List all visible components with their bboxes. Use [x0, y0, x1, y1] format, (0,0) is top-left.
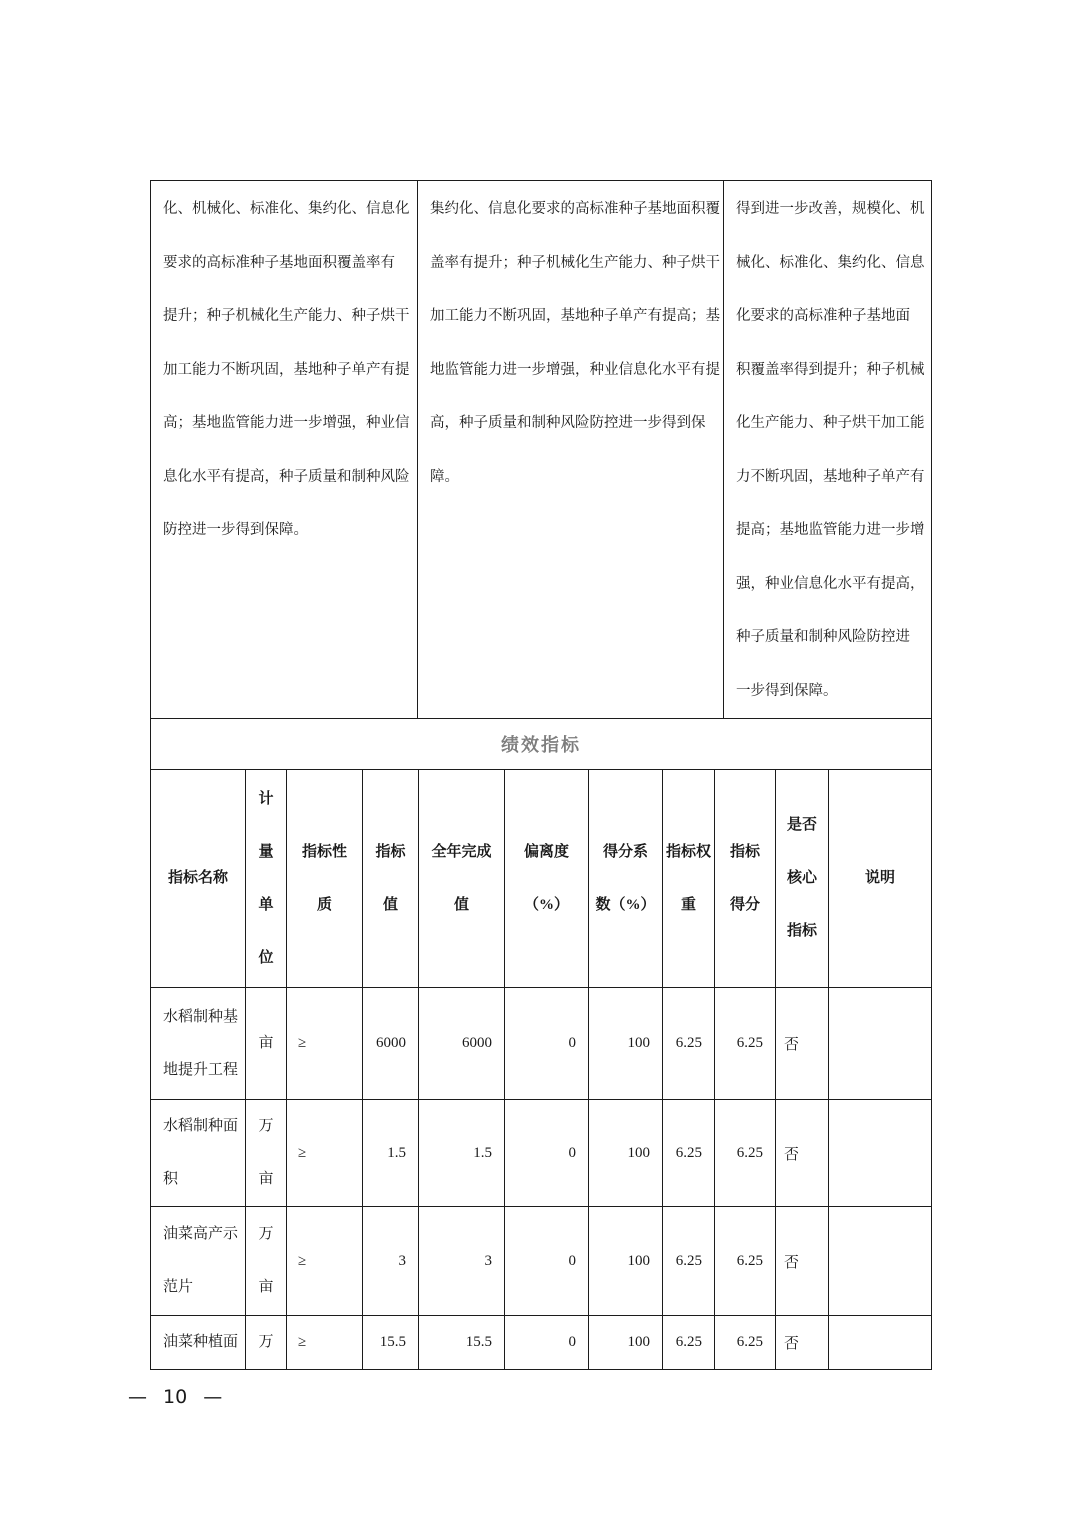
- cell-deviation: 0: [505, 1100, 589, 1207]
- text-line: 单: [258, 896, 274, 913]
- text-line: 强，种业信息化水平有提高，: [736, 575, 925, 592]
- text-line: 油菜高产示: [163, 1226, 239, 1242]
- text-line: 积覆盖率得到提升；种子机械: [736, 361, 925, 378]
- cell-unit: [246, 1207, 287, 1316]
- cell-score-coefficient: 100: [589, 988, 663, 1100]
- header-target-value: [363, 770, 419, 988]
- text-line: 要求的高标准种子基地面积覆盖率有: [163, 254, 395, 271]
- text-line: 是否: [786, 817, 817, 833]
- cell-nature: ≥: [287, 1100, 363, 1207]
- text-line: 化生产能力、种子烘干加工能: [736, 415, 925, 431]
- section-title-table: [150, 718, 932, 770]
- text-line: 积: [163, 1171, 179, 1187]
- cell-target-value: 6000: [363, 988, 419, 1100]
- text-line: 高，种子质量和制种风险防控进一步得到保: [430, 415, 706, 431]
- text-line: 数（%）: [595, 896, 656, 913]
- cell-score-coefficient: 100: [589, 1207, 663, 1316]
- cell-unit: [246, 1316, 287, 1370]
- text-line: 种子质量和制种风险防控进: [736, 629, 910, 645]
- cell-note: [829, 1100, 932, 1207]
- cell-indicator-name: [151, 988, 246, 1100]
- text-line: 力不断巩固，基地种子单产有: [736, 468, 925, 485]
- text-line: 得到进一步改善，规模化、机: [736, 201, 925, 217]
- text-line: 说明: [864, 870, 895, 886]
- cell-completed-value: 15.5: [419, 1316, 505, 1370]
- summary-continuation-row: [151, 181, 932, 719]
- text-line: 化要求的高标准种子基地面: [736, 308, 910, 324]
- text-line: 指标名称: [167, 870, 228, 886]
- page-number: — 10 —: [128, 1386, 223, 1408]
- cell-weight: 6.25: [663, 988, 715, 1100]
- text-line: 亩: [258, 1279, 274, 1295]
- cell-weight: 6.25: [663, 1207, 715, 1316]
- indicator-table-header-row: [151, 770, 932, 988]
- text-line: 得分系: [602, 843, 648, 860]
- cell-is-core: 否: [776, 988, 829, 1100]
- cell-is-core: 否: [776, 1316, 829, 1370]
- text-line: 核心: [786, 870, 817, 886]
- cell-completed-value: 3: [419, 1207, 505, 1316]
- text-line: 地监管能力进一步增强，种业信息化水平有提: [430, 361, 720, 378]
- text-line: 值: [382, 896, 398, 913]
- text-line: 加工能力不断巩固，基地种子单产有提高；基: [430, 308, 720, 324]
- header-indicator-nature: [287, 770, 363, 988]
- cell-indicator-name: [151, 1100, 246, 1207]
- header-weight: [663, 770, 715, 988]
- cell-is-core: 否: [776, 1207, 829, 1316]
- text-line: 障。: [430, 468, 459, 485]
- text-line: 值: [453, 896, 469, 913]
- header-unit: [246, 770, 287, 988]
- text-line: 提升；种子机械化生产能力、种子烘干: [163, 308, 410, 324]
- text-line: 计: [258, 790, 274, 807]
- cell-score-coefficient: 100: [589, 1316, 663, 1370]
- text-line: 位: [258, 949, 274, 966]
- text-line: 指标性: [301, 843, 347, 860]
- header-completed-value: [419, 770, 505, 988]
- summary-text-column-1: [151, 181, 418, 719]
- cell-deviation: 0: [505, 988, 589, 1100]
- cell-is-core: 否: [776, 1100, 829, 1207]
- cell-score: 6.25: [715, 1316, 776, 1370]
- text-line: （%）: [523, 896, 569, 913]
- cell-nature: ≥: [287, 988, 363, 1100]
- text-line: 指标权: [665, 843, 711, 860]
- text-line: 万: [258, 1226, 274, 1242]
- text-line: 高；基地监管能力进一步增强，种业信: [163, 415, 410, 431]
- table-row: [151, 1207, 932, 1316]
- summary-continuation-table: [150, 180, 932, 719]
- text-line: 全年完成: [431, 843, 492, 860]
- text-line: 得分: [729, 896, 760, 913]
- cell-unit: [246, 988, 287, 1100]
- text-line: 量: [258, 843, 274, 860]
- header-is-core: [776, 770, 829, 988]
- header-score-coefficient: [589, 770, 663, 988]
- cell-indicator-name: [151, 1207, 246, 1316]
- cell-score-coefficient: 100: [589, 1100, 663, 1207]
- text-line: 指标: [375, 843, 406, 860]
- section-title: 绩效指标: [151, 719, 932, 770]
- table-row: [151, 1316, 932, 1370]
- cell-deviation: 0: [505, 1207, 589, 1316]
- header-note: [829, 770, 932, 988]
- text-line: 范片: [163, 1279, 194, 1295]
- cell-target-value: 1.5: [363, 1100, 419, 1207]
- text-line: 万: [258, 1118, 274, 1134]
- cell-completed-value: 6000: [419, 988, 505, 1100]
- text-line: 防控进一步得到保障。: [163, 522, 308, 538]
- text-line: 指标: [729, 843, 760, 860]
- text-line: 水稻制种基: [163, 1008, 239, 1025]
- section-title-row: [151, 719, 932, 770]
- cell-weight: 6.25: [663, 1100, 715, 1207]
- text-line: 亩: [258, 1171, 274, 1187]
- table-row: [151, 988, 932, 1100]
- header-indicator-name: [151, 770, 246, 988]
- cell-completed-value: 1.5: [419, 1100, 505, 1207]
- text-line: 偏离度: [523, 843, 569, 860]
- cell-score: 6.25: [715, 1100, 776, 1207]
- text-line: 提高；基地监管能力进一步增: [736, 522, 925, 538]
- text-line: 加工能力不断巩固，基地种子单产有提: [163, 361, 410, 378]
- text-line: 油菜种植面: [163, 1334, 239, 1350]
- text-line: 地提升工程: [163, 1061, 239, 1078]
- cell-nature: ≥: [287, 1207, 363, 1316]
- cell-weight: 6.25: [663, 1316, 715, 1370]
- cell-note: [829, 988, 932, 1100]
- text-line: 械化、标准化、集约化、信息: [736, 254, 925, 271]
- cell-nature: ≥: [287, 1316, 363, 1370]
- text-line: 化、机械化、标准化、集约化、信息化: [163, 201, 410, 217]
- cell-target-value: 3: [363, 1207, 419, 1316]
- text-line: 集约化、信息化要求的高标准种子基地面积覆: [430, 201, 720, 217]
- cell-note: [829, 1316, 932, 1370]
- text-line: 重: [680, 896, 696, 913]
- table-row: [151, 1100, 932, 1207]
- cell-score: 6.25: [715, 988, 776, 1100]
- text-line: 指标: [786, 923, 817, 939]
- cell-score: 6.25: [715, 1207, 776, 1316]
- text-line: 水稻制种面: [163, 1118, 239, 1134]
- cell-unit: [246, 1100, 287, 1207]
- document-tables: [150, 180, 933, 1370]
- summary-text-column-3: [724, 181, 932, 719]
- text-line: 质: [316, 896, 332, 913]
- cell-note: [829, 1207, 932, 1316]
- text-line: 万: [258, 1334, 274, 1350]
- summary-text-column-2: [418, 181, 724, 719]
- cell-target-value: 15.5: [363, 1316, 419, 1370]
- text-line: 息化水平有提高，种子质量和制种风险: [163, 468, 410, 485]
- header-score: [715, 770, 776, 988]
- text-line: 一步得到保障。: [736, 682, 838, 699]
- header-deviation: [505, 770, 589, 988]
- text-line: 盖率有提升；种子机械化生产能力、种子烘干: [430, 254, 720, 271]
- cell-indicator-name: [151, 1316, 246, 1370]
- cell-deviation: 0: [505, 1316, 589, 1370]
- performance-indicator-table: [150, 769, 932, 1370]
- text-line: 亩: [258, 1035, 274, 1051]
